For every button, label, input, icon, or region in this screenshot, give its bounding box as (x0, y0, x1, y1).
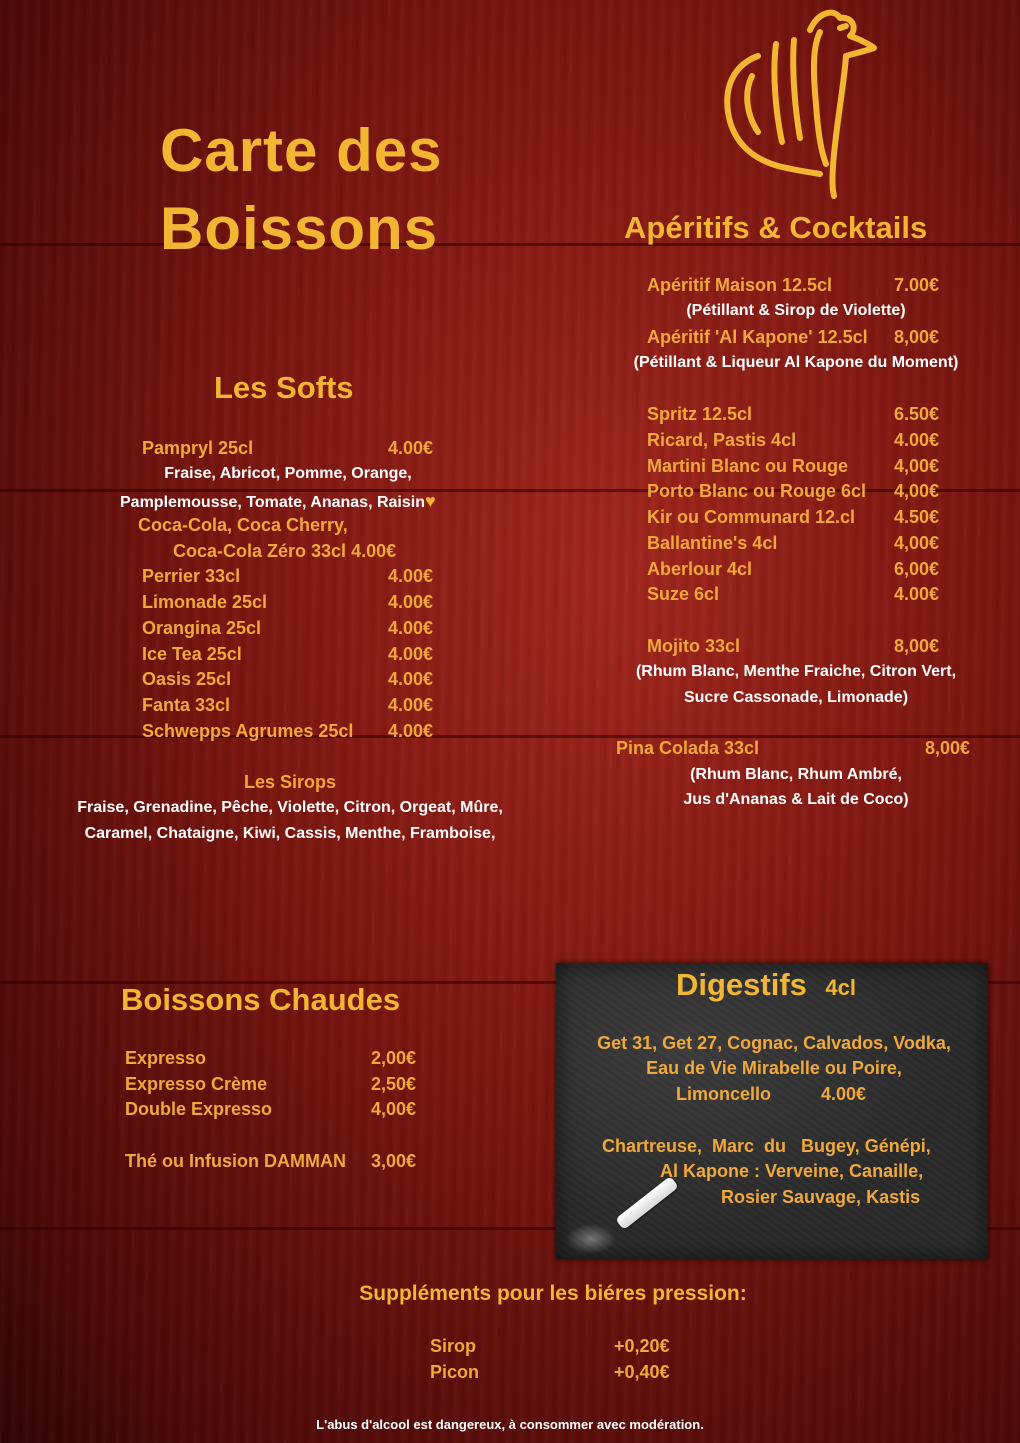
item-price: 4.00€ (821, 1084, 867, 1104)
sirops-line-1: Fraise, Grenadine, Pêche, Violette, Citron, Orgeat, Mûre, (77, 799, 503, 816)
softs-title: Les Softs (214, 370, 354, 405)
item-name: Pampryl 25cl (142, 438, 254, 458)
item-price: 4.00€ (894, 430, 940, 450)
item-price: 4.00€ (388, 695, 434, 715)
list-item: Expresso Crème (125, 1074, 268, 1094)
digestifs-line-6: Rosier Sauvage, Kastis (721, 1187, 921, 1207)
item-description: (Rhum Blanc, Menthe Fraiche, Citron Vert, (635, 663, 957, 680)
sirops-line-2: Caramel, Chataigne, Kiwi, Cassis, Menthe, Framboise, (84, 825, 496, 842)
item-price: 4.00€ (388, 438, 434, 458)
item-price: 4.00€ (388, 618, 434, 638)
menu-item-pampryl (142, 438, 253, 459)
title-line-2: Boissons (160, 195, 439, 262)
coca-line-2 (173, 541, 396, 562)
coca-line-1: Coca-Cola, Coca Cherry, (138, 515, 348, 535)
item-description: Sucre Cassonade, Limonade) (683, 689, 909, 706)
list-item: Double Expresso (125, 1099, 273, 1119)
list-item: Martini Blanc ou Rouge (647, 456, 849, 476)
list-item: Ice Tea 25cl (142, 644, 242, 664)
item-price: +0,40€ (614, 1362, 670, 1382)
item-price: 4.00€ (894, 584, 940, 604)
item-price: 3,00€ (371, 1151, 417, 1171)
item-price: 6.50€ (894, 404, 940, 424)
item-price: 4.00€ (351, 541, 397, 561)
list-item: Picon (430, 1362, 480, 1382)
item-price: 6,00€ (894, 559, 940, 579)
item-price: +0,20€ (614, 1336, 670, 1356)
list-item: Kir ou Communard 12.cl (647, 507, 856, 527)
supplements-title: Suppléments pour les biéres pression: (359, 1282, 747, 1305)
digestifs-line-4: Chartreuse, Marc du Bugey, Génépi, (602, 1136, 931, 1156)
menu-item-mojito: Mojito 33cl (647, 636, 741, 656)
list-item: Perrier 33cl (142, 566, 241, 586)
title-line-1: Carte des (160, 117, 443, 184)
list-item: Spritz 12.5cl (647, 404, 753, 424)
list-item: Thé ou Infusion DAMMAN (125, 1151, 346, 1171)
item-description: (Pétillant & Sirop de Violette) (686, 302, 906, 319)
pampryl-flavors-1: Fraise, Abricot, Pomme, Orange, (164, 465, 412, 482)
rooster-fork-icon (722, 4, 882, 200)
digestifs-header (676, 967, 856, 1003)
page-title (160, 112, 442, 268)
sirops-title: Les Sirops (243, 772, 337, 792)
menu-item-aperitif-kapone: Apéritif 'Al Kapone' 12.5cl (647, 327, 868, 347)
item-price: 4.00€ (388, 566, 434, 586)
list-item: Aberlour 4cl (647, 559, 753, 579)
item-description: Jus d'Ananas & Lait de Coco) (683, 791, 909, 808)
digestifs-line-2: Eau de Vie Mirabelle ou Poire, (646, 1058, 902, 1078)
item-price: 4,00€ (371, 1099, 417, 1119)
aperitifs-title: Apéritifs & Cocktails (624, 210, 928, 245)
menu-item-aperitif-maison: Apéritif Maison 12.5cl (647, 275, 833, 295)
list-item: Fanta 33cl (142, 695, 231, 715)
footer-warning: L'abus d'alcool est dangereux, à consommer avec modération. (316, 1417, 704, 1432)
digestifs-title: Digestifs (676, 967, 807, 1002)
list-item: Schwepps Agrumes 25cl (142, 721, 354, 741)
item-price: 2,50€ (371, 1074, 417, 1094)
chalk-dust (566, 1224, 616, 1254)
digestifs-line-5: Al Kapone : Verveine, Canaille, (660, 1161, 924, 1181)
menu-item-pina-colada: Pina Colada 33cl (616, 738, 760, 758)
item-price: 4,00€ (894, 456, 940, 476)
digestifs-line-1: Get 31, Get 27, Cognac, Calvados, Vodka, (597, 1033, 951, 1053)
item-description: (Pétillant & Liqueur Al Kapone du Moment) (633, 354, 959, 371)
list-item: Orangina 25cl (142, 618, 262, 638)
item-price: 8,00€ (894, 327, 940, 347)
item-price: 4.50€ (894, 507, 940, 527)
list-item: Sirop (430, 1336, 477, 1356)
pampryl-flavors-text: Pamplemousse, Tomate, Ananas, Raisin (120, 494, 425, 511)
item-price: 4.00€ (388, 592, 434, 612)
digestifs-line-3: Limoncello (676, 1084, 772, 1104)
list-item: Expresso (125, 1048, 207, 1068)
item-price: 4.00€ (388, 644, 434, 664)
chaudes-title: Boissons Chaudes (121, 982, 401, 1017)
item-price: 2,00€ (371, 1048, 417, 1068)
item-price: 4,00€ (894, 481, 940, 501)
list-item: Limonade 25cl (142, 592, 268, 612)
item-description: (Rhum Blanc, Rhum Ambré, (690, 766, 902, 783)
heart-icon: ♥ (424, 491, 436, 511)
list-item: Suze 6cl (647, 584, 720, 604)
list-item: Oasis 25cl (142, 669, 232, 689)
list-item: Ricard, Pastis 4cl (647, 430, 797, 450)
item-price: 8,00€ (894, 636, 940, 656)
list-item: Ballantine's 4cl (647, 533, 778, 553)
item-price: 4.00€ (388, 721, 434, 741)
digestifs-volume: 4cl (825, 975, 856, 1000)
pampryl-flavors-2 (120, 491, 436, 512)
item-price: 4,00€ (894, 533, 940, 553)
item-price: 7.00€ (894, 275, 940, 295)
item-price: 4.00€ (388, 669, 434, 689)
item-price: 8,00€ (925, 738, 971, 758)
item-name: Coca-Cola Zéro 33cl (173, 541, 347, 561)
list-item: Porto Blanc ou Rouge 6cl (647, 481, 867, 501)
